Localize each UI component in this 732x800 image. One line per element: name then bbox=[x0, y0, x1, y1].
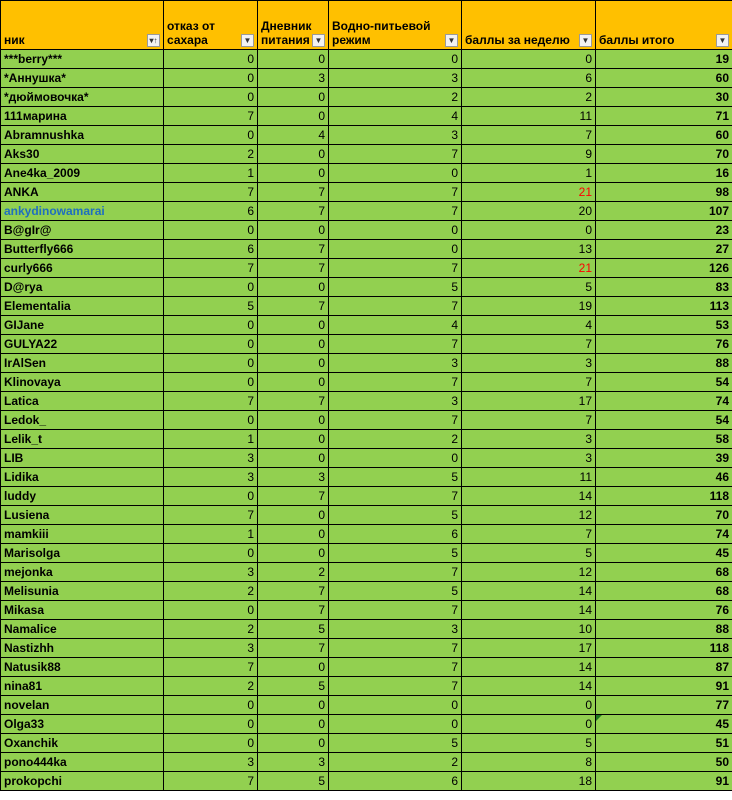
cell-water[interactable]: 7 bbox=[329, 297, 462, 316]
table-row bbox=[1, 145, 732, 164]
table-row bbox=[1, 601, 732, 620]
cell-water[interactable]: 4 bbox=[329, 316, 462, 335]
cell-total-points[interactable]: 88 bbox=[596, 620, 732, 639]
cell-nick[interactable]: Lusiena bbox=[1, 506, 164, 525]
cell-sugar[interactable]: 3 bbox=[164, 449, 258, 468]
table-row bbox=[1, 88, 732, 107]
cell-sugar[interactable]: 0 bbox=[164, 373, 258, 392]
cell-diary[interactable]: 0 bbox=[258, 734, 329, 753]
cell-water[interactable]: 2 bbox=[329, 430, 462, 449]
cell-water[interactable]: 6 bbox=[329, 772, 462, 791]
cell-water[interactable]: 0 bbox=[329, 50, 462, 69]
table-row bbox=[1, 639, 732, 658]
table-row bbox=[1, 335, 732, 354]
header-label: баллы итого bbox=[599, 33, 675, 47]
cell-nick[interactable]: luddy bbox=[1, 487, 164, 506]
cell-total-points[interactable]: 87 bbox=[596, 658, 732, 677]
cell-water[interactable]: 7 bbox=[329, 563, 462, 582]
cell-week-points[interactable]: 12 bbox=[462, 506, 596, 525]
cell-total-points[interactable]: 39 bbox=[596, 449, 732, 468]
cell-water[interactable]: 0 bbox=[329, 240, 462, 259]
cell-week-points[interactable]: 12 bbox=[462, 563, 596, 582]
table-row bbox=[1, 563, 732, 582]
header-row bbox=[1, 1, 732, 50]
cell-diary[interactable]: 0 bbox=[258, 316, 329, 335]
table-row bbox=[1, 50, 732, 69]
cell-diary[interactable]: 7 bbox=[258, 240, 329, 259]
cell-diary[interactable]: 5 bbox=[258, 677, 329, 696]
cell-nick[interactable]: Olga33 bbox=[1, 715, 164, 734]
cell-sugar[interactable]: 2 bbox=[164, 677, 258, 696]
cell-diary[interactable]: 2 bbox=[258, 563, 329, 582]
cell-diary[interactable]: 7 bbox=[258, 392, 329, 411]
cell-diary[interactable]: 0 bbox=[258, 354, 329, 373]
cell-diary[interactable]: 0 bbox=[258, 335, 329, 354]
cell-week-points[interactable]: 14 bbox=[462, 658, 596, 677]
cell-water[interactable]: 4 bbox=[329, 107, 462, 126]
cell-diary[interactable]: 5 bbox=[258, 620, 329, 639]
cell-total-points[interactable]: 68 bbox=[596, 563, 732, 582]
cell-nick[interactable]: ***berry*** bbox=[1, 50, 164, 69]
table-row bbox=[1, 221, 732, 240]
cell-diary[interactable]: 0 bbox=[258, 145, 329, 164]
cell-total-points[interactable]: 45 bbox=[596, 715, 732, 734]
cell-sugar[interactable]: 0 bbox=[164, 601, 258, 620]
cell-total-points[interactable]: 70 bbox=[596, 145, 732, 164]
cell-nick[interactable]: ANKA bbox=[1, 183, 164, 202]
cell-total-points[interactable]: 74 bbox=[596, 392, 732, 411]
table-row bbox=[1, 240, 732, 259]
cell-week-points[interactable]: 1 bbox=[462, 164, 596, 183]
cell-nick[interactable]: curly666 bbox=[1, 259, 164, 278]
cell-sugar[interactable]: 0 bbox=[164, 221, 258, 240]
cell-total-points[interactable]: 30 bbox=[596, 88, 732, 107]
cell-total-points[interactable]: 98 bbox=[596, 183, 732, 202]
cell-sugar[interactable]: 3 bbox=[164, 468, 258, 487]
table-row bbox=[1, 411, 732, 430]
header-label: ник bbox=[4, 33, 25, 47]
cell-nick[interactable]: Nastizhh bbox=[1, 639, 164, 658]
cell-diary[interactable]: 0 bbox=[258, 658, 329, 677]
cell-diary[interactable]: 3 bbox=[258, 69, 329, 88]
table-row bbox=[1, 316, 732, 335]
table-row bbox=[1, 677, 732, 696]
cell-diary[interactable]: 0 bbox=[258, 50, 329, 69]
cell-sugar[interactable]: 7 bbox=[164, 183, 258, 202]
cell-week-points[interactable]: 7 bbox=[462, 411, 596, 430]
cell-diary[interactable]: 7 bbox=[258, 639, 329, 658]
cell-total-points[interactable]: 88 bbox=[596, 354, 732, 373]
cell-sugar[interactable]: 6 bbox=[164, 202, 258, 221]
cell-diary[interactable]: 7 bbox=[258, 582, 329, 601]
cell-nick[interactable]: GULYA22 bbox=[1, 335, 164, 354]
cell-total-points[interactable]: 16 bbox=[596, 164, 732, 183]
cell-diary[interactable]: 0 bbox=[258, 278, 329, 297]
table-row bbox=[1, 506, 732, 525]
table-row bbox=[1, 297, 732, 316]
cell-total-points[interactable]: 53 bbox=[596, 316, 732, 335]
cell-water[interactable]: 7 bbox=[329, 658, 462, 677]
cell-week-points[interactable]: 11 bbox=[462, 468, 596, 487]
cell-total-points[interactable]: 54 bbox=[596, 411, 732, 430]
header-label: баллы за неделю bbox=[465, 33, 570, 47]
cell-diary[interactable]: 4 bbox=[258, 126, 329, 145]
cell-nick[interactable]: nina81 bbox=[1, 677, 164, 696]
column-header-sugar[interactable] bbox=[164, 1, 258, 50]
cell-total-points[interactable]: 113 bbox=[596, 297, 732, 316]
cell-nick[interactable]: mamkiii bbox=[1, 525, 164, 544]
cell-nick[interactable]: mejonka bbox=[1, 563, 164, 582]
cell-sugar[interactable]: 0 bbox=[164, 278, 258, 297]
table-row bbox=[1, 658, 732, 677]
cell-diary[interactable]: 7 bbox=[258, 487, 329, 506]
cell-diary[interactable]: 0 bbox=[258, 88, 329, 107]
cell-nick[interactable]: Lelik_t bbox=[1, 430, 164, 449]
cell-sugar[interactable]: 3 bbox=[164, 639, 258, 658]
cell-diary[interactable]: 0 bbox=[258, 715, 329, 734]
cell-sugar[interactable]: 2 bbox=[164, 582, 258, 601]
cell-water[interactable]: 5 bbox=[329, 468, 462, 487]
cell-week-points[interactable]: 6 bbox=[462, 69, 596, 88]
cell-week-points[interactable]: 10 bbox=[462, 620, 596, 639]
table-row bbox=[1, 525, 732, 544]
cell-sugar[interactable]: 0 bbox=[164, 734, 258, 753]
cell-nick[interactable]: Lidika bbox=[1, 468, 164, 487]
cell-sugar[interactable]: 1 bbox=[164, 525, 258, 544]
cell-nick[interactable]: IrAlSen bbox=[1, 354, 164, 373]
table-row bbox=[1, 620, 732, 639]
cell-sugar[interactable]: 0 bbox=[164, 126, 258, 145]
cell-week-points[interactable]: 21 bbox=[462, 259, 596, 278]
cell-diary[interactable]: 0 bbox=[258, 696, 329, 715]
cell-water[interactable]: 7 bbox=[329, 601, 462, 620]
table-row bbox=[1, 164, 732, 183]
cell-total-points[interactable]: 70 bbox=[596, 506, 732, 525]
cell-water[interactable]: 3 bbox=[329, 620, 462, 639]
cell-sugar[interactable]: 7 bbox=[164, 658, 258, 677]
cell-diary[interactable]: 0 bbox=[258, 107, 329, 126]
cell-sugar[interactable]: 0 bbox=[164, 411, 258, 430]
cell-total-points[interactable]: 68 bbox=[596, 582, 732, 601]
cell-week-points[interactable]: 0 bbox=[462, 50, 596, 69]
cell-nick[interactable]: Namalice bbox=[1, 620, 164, 639]
cell-diary[interactable]: 5 bbox=[258, 772, 329, 791]
table-row bbox=[1, 544, 732, 563]
table-row bbox=[1, 772, 732, 791]
cell-total-points[interactable]: 51 bbox=[596, 734, 732, 753]
table-row bbox=[1, 487, 732, 506]
cell-week-points[interactable]: 5 bbox=[462, 278, 596, 297]
cell-nick[interactable]: B@gIr@ bbox=[1, 221, 164, 240]
cell-total-points[interactable]: 23 bbox=[596, 221, 732, 240]
cell-nick[interactable]: Mikasa bbox=[1, 601, 164, 620]
cell-sugar[interactable]: 0 bbox=[164, 316, 258, 335]
cell-diary[interactable]: 0 bbox=[258, 544, 329, 563]
table-row bbox=[1, 373, 732, 392]
cell-week-points[interactable]: 21 bbox=[462, 183, 596, 202]
table-row bbox=[1, 107, 732, 126]
cell-total-points[interactable]: 27 bbox=[596, 240, 732, 259]
cell-total-points[interactable]: 71 bbox=[596, 107, 732, 126]
cell-nick[interactable]: Natusik88 bbox=[1, 658, 164, 677]
cell-water[interactable]: 3 bbox=[329, 126, 462, 145]
cell-sugar[interactable]: 0 bbox=[164, 715, 258, 734]
cell-water[interactable]: 2 bbox=[329, 753, 462, 772]
cell-sugar[interactable]: 7 bbox=[164, 772, 258, 791]
cell-week-points[interactable]: 14 bbox=[462, 582, 596, 601]
cell-total-points[interactable]: 91 bbox=[596, 772, 732, 791]
cell-sugar[interactable]: 0 bbox=[164, 544, 258, 563]
table-row bbox=[1, 278, 732, 297]
cell-water[interactable]: 5 bbox=[329, 506, 462, 525]
table-row bbox=[1, 126, 732, 145]
cell-sugar[interactable]: 1 bbox=[164, 164, 258, 183]
cell-water[interactable]: 0 bbox=[329, 696, 462, 715]
cell-week-points[interactable]: 4 bbox=[462, 316, 596, 335]
cell-water[interactable]: 7 bbox=[329, 183, 462, 202]
cell-water[interactable]: 3 bbox=[329, 69, 462, 88]
header-label: Дневник питания bbox=[261, 19, 312, 47]
cell-sugar[interactable]: 2 bbox=[164, 145, 258, 164]
cell-sugar[interactable]: 0 bbox=[164, 487, 258, 506]
cell-diary[interactable]: 0 bbox=[258, 164, 329, 183]
cell-nick[interactable]: novelan bbox=[1, 696, 164, 715]
cell-total-points[interactable]: 76 bbox=[596, 335, 732, 354]
column-header-nick[interactable] bbox=[1, 1, 164, 50]
cell-nick[interactable]: D@rya bbox=[1, 278, 164, 297]
cell-total-points[interactable]: 46 bbox=[596, 468, 732, 487]
cell-sugar[interactable]: 0 bbox=[164, 88, 258, 107]
cell-week-points[interactable]: 20 bbox=[462, 202, 596, 221]
cell-nick[interactable]: pono444ka bbox=[1, 753, 164, 772]
cell-total-points[interactable]: 58 bbox=[596, 430, 732, 449]
cell-total-points[interactable]: 91 bbox=[596, 677, 732, 696]
table-row bbox=[1, 715, 732, 734]
cell-water[interactable]: 0 bbox=[329, 164, 462, 183]
cell-nick[interactable]: Oxanchik bbox=[1, 734, 164, 753]
cell-water[interactable]: 7 bbox=[329, 259, 462, 278]
cell-total-points[interactable]: 54 bbox=[596, 373, 732, 392]
cell-week-points[interactable]: 9 bbox=[462, 145, 596, 164]
table-row bbox=[1, 259, 732, 278]
cell-total-points[interactable]: 83 bbox=[596, 278, 732, 297]
cell-water[interactable]: 7 bbox=[329, 335, 462, 354]
cell-week-points[interactable]: 0 bbox=[462, 221, 596, 240]
table-row bbox=[1, 753, 732, 772]
column-header-total-points[interactable] bbox=[596, 1, 732, 50]
header-label: отказ от сахара bbox=[167, 19, 215, 47]
cell-total-points[interactable]: 126 bbox=[596, 259, 732, 278]
cell-week-points[interactable]: 5 bbox=[462, 544, 596, 563]
cell-week-points[interactable]: 7 bbox=[462, 335, 596, 354]
cell-total-points[interactable]: 118 bbox=[596, 639, 732, 658]
table-row bbox=[1, 430, 732, 449]
cell-week-points[interactable]: 7 bbox=[462, 525, 596, 544]
table-row bbox=[1, 734, 732, 753]
cell-sugar[interactable]: 7 bbox=[164, 392, 258, 411]
cell-total-points[interactable]: 107 bbox=[596, 202, 732, 221]
filter-dropdown-icon[interactable]: ▼ bbox=[579, 34, 592, 47]
cell-week-points[interactable]: 0 bbox=[462, 696, 596, 715]
cell-diary[interactable]: 0 bbox=[258, 525, 329, 544]
cell-nick[interactable]: Aks30 bbox=[1, 145, 164, 164]
cell-total-points[interactable]: 118 bbox=[596, 487, 732, 506]
cell-sugar[interactable]: 7 bbox=[164, 506, 258, 525]
cell-sugar[interactable]: 3 bbox=[164, 563, 258, 582]
column-header-week-points[interactable] bbox=[462, 1, 596, 50]
table-row bbox=[1, 202, 732, 221]
table-row bbox=[1, 354, 732, 373]
cell-nick[interactable]: Elementalia bbox=[1, 297, 164, 316]
filter-dropdown-icon[interactable]: ▼ bbox=[716, 34, 729, 47]
table-row bbox=[1, 392, 732, 411]
cell-week-points[interactable]: 2 bbox=[462, 88, 596, 107]
cell-water[interactable]: 7 bbox=[329, 373, 462, 392]
cell-nick[interactable]: LIB bbox=[1, 449, 164, 468]
cell-week-points[interactable]: 14 bbox=[462, 601, 596, 620]
cell-nick[interactable]: GIJane bbox=[1, 316, 164, 335]
cell-total-points[interactable]: 50 bbox=[596, 753, 732, 772]
cell-sugar[interactable]: 5 bbox=[164, 297, 258, 316]
cell-week-points[interactable]: 5 bbox=[462, 734, 596, 753]
cell-week-points[interactable]: 3 bbox=[462, 430, 596, 449]
cell-water[interactable]: 6 bbox=[329, 525, 462, 544]
cell-total-points[interactable]: 77 bbox=[596, 696, 732, 715]
table-row bbox=[1, 69, 732, 88]
cell-sugar[interactable]: 0 bbox=[164, 354, 258, 373]
cell-water[interactable]: 2 bbox=[329, 88, 462, 107]
cell-week-points[interactable]: 19 bbox=[462, 297, 596, 316]
cell-nick[interactable]: Butterfly666 bbox=[1, 240, 164, 259]
cell-water[interactable]: 3 bbox=[329, 354, 462, 373]
cell-water[interactable]: 0 bbox=[329, 449, 462, 468]
table-row bbox=[1, 449, 732, 468]
cell-water[interactable]: 3 bbox=[329, 392, 462, 411]
cell-week-points[interactable]: 14 bbox=[462, 677, 596, 696]
cell-diary[interactable]: 3 bbox=[258, 468, 329, 487]
cell-sugar[interactable]: 7 bbox=[164, 259, 258, 278]
cell-nick[interactable]: *Аннушка* bbox=[1, 69, 164, 88]
cell-nick[interactable]: *дюймовочка* bbox=[1, 88, 164, 107]
cell-water[interactable]: 0 bbox=[329, 221, 462, 240]
cell-water[interactable]: 5 bbox=[329, 734, 462, 753]
cell-water[interactable]: 5 bbox=[329, 582, 462, 601]
cell-nick[interactable]: Klinovaya bbox=[1, 373, 164, 392]
table-row bbox=[1, 183, 732, 202]
cell-week-points[interactable]: 3 bbox=[462, 449, 596, 468]
cell-sugar[interactable]: 0 bbox=[164, 69, 258, 88]
cell-diary[interactable]: 0 bbox=[258, 430, 329, 449]
cell-diary[interactable]: 7 bbox=[258, 297, 329, 316]
header-label: Водно-питьевой режим bbox=[332, 19, 431, 47]
cell-nick[interactable]: Marisolga bbox=[1, 544, 164, 563]
cell-week-points[interactable]: 14 bbox=[462, 487, 596, 506]
sort-filter-icon[interactable]: ▾↑ bbox=[147, 34, 160, 47]
cell-diary[interactable]: 7 bbox=[258, 259, 329, 278]
cell-diary[interactable]: 7 bbox=[258, 601, 329, 620]
cell-sugar[interactable]: 3 bbox=[164, 753, 258, 772]
table-row bbox=[1, 468, 732, 487]
cell-diary[interactable]: 0 bbox=[258, 221, 329, 240]
cell-water[interactable]: 5 bbox=[329, 278, 462, 297]
cell-total-points[interactable]: 60 bbox=[596, 69, 732, 88]
cell-week-points[interactable]: 0 bbox=[462, 715, 596, 734]
cell-water[interactable]: 7 bbox=[329, 411, 462, 430]
cell-nick[interactable]: Ane4ka_2009 bbox=[1, 164, 164, 183]
filter-dropdown-icon[interactable]: ▼ bbox=[312, 34, 325, 47]
cell-nick[interactable]: ankydinowamarai bbox=[1, 202, 164, 221]
table-row bbox=[1, 582, 732, 601]
cell-diary[interactable]: 7 bbox=[258, 183, 329, 202]
cell-nick[interactable]: 111марина bbox=[1, 107, 164, 126]
cell-week-points[interactable]: 13 bbox=[462, 240, 596, 259]
cell-sugar[interactable]: 7 bbox=[164, 107, 258, 126]
cell-water[interactable]: 7 bbox=[329, 145, 462, 164]
cell-week-points[interactable]: 7 bbox=[462, 373, 596, 392]
cell-total-points[interactable]: 45 bbox=[596, 544, 732, 563]
cell-sugar[interactable]: 6 bbox=[164, 240, 258, 259]
column-header-water[interactable] bbox=[329, 1, 462, 50]
cell-sugar[interactable]: 0 bbox=[164, 696, 258, 715]
cell-sugar[interactable]: 2 bbox=[164, 620, 258, 639]
cell-week-points[interactable]: 8 bbox=[462, 753, 596, 772]
cell-total-points[interactable]: 76 bbox=[596, 601, 732, 620]
cell-week-points[interactable]: 18 bbox=[462, 772, 596, 791]
cell-diary[interactable]: 7 bbox=[258, 202, 329, 221]
cell-diary[interactable]: 0 bbox=[258, 506, 329, 525]
filter-dropdown-icon[interactable]: ▼ bbox=[445, 34, 458, 47]
column-header-diary[interactable] bbox=[258, 1, 329, 50]
cell-sugar[interactable]: 0 bbox=[164, 335, 258, 354]
cell-water[interactable]: 0 bbox=[329, 715, 462, 734]
cell-diary[interactable]: 3 bbox=[258, 753, 329, 772]
cell-week-points[interactable]: 11 bbox=[462, 107, 596, 126]
cell-diary[interactable]: 0 bbox=[258, 373, 329, 392]
cell-week-points[interactable]: 17 bbox=[462, 392, 596, 411]
cell-nick[interactable]: Abramnushka bbox=[1, 126, 164, 145]
cell-week-points[interactable]: 3 bbox=[462, 354, 596, 373]
cell-total-points[interactable]: 74 bbox=[596, 525, 732, 544]
cell-diary[interactable]: 0 bbox=[258, 449, 329, 468]
cell-week-points[interactable]: 7 bbox=[462, 126, 596, 145]
filter-dropdown-icon[interactable]: ▼ bbox=[241, 34, 254, 47]
cell-total-points[interactable]: 19 bbox=[596, 50, 732, 69]
cell-nick[interactable]: Latica bbox=[1, 392, 164, 411]
cell-sugar[interactable]: 0 bbox=[164, 50, 258, 69]
cell-water[interactable]: 7 bbox=[329, 487, 462, 506]
cell-nick[interactable]: Melisunia bbox=[1, 582, 164, 601]
cell-nick[interactable]: Ledok_ bbox=[1, 411, 164, 430]
cell-water[interactable]: 7 bbox=[329, 202, 462, 221]
cell-total-points[interactable]: 60 bbox=[596, 126, 732, 145]
cell-water[interactable]: 7 bbox=[329, 677, 462, 696]
cell-week-points[interactable]: 17 bbox=[462, 639, 596, 658]
cell-water[interactable]: 5 bbox=[329, 544, 462, 563]
cell-sugar[interactable]: 1 bbox=[164, 430, 258, 449]
table-row bbox=[1, 696, 732, 715]
cell-water[interactable]: 7 bbox=[329, 639, 462, 658]
cell-diary[interactable]: 0 bbox=[258, 411, 329, 430]
cell-nick[interactable]: prokopchi bbox=[1, 772, 164, 791]
